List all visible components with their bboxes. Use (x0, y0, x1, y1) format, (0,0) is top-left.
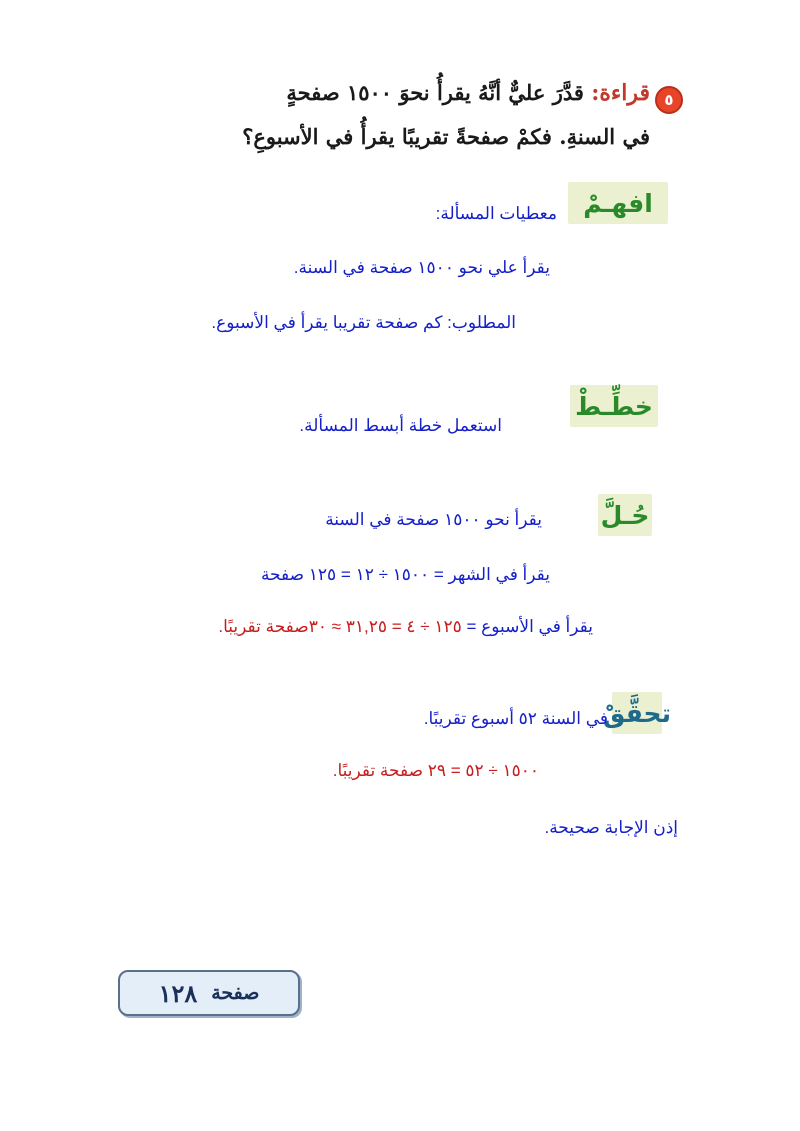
problem-label: قراءة: (591, 80, 650, 106)
solve-tag: حُـلَّ (598, 494, 652, 536)
page-number-box (118, 970, 300, 1016)
problem-text-1: قدَّرَ عليٌّ أنَّهُ يقرأُ نحوَ ١٥٠٠ صفحةٍ (286, 80, 584, 105)
page-word: صفحة (211, 982, 260, 1004)
solve-line-2: يقرأ في الشهر = ١٥٠٠ ÷ ١٢ = ١٢٥ صفحة (260, 565, 550, 584)
page-number: ١٢٨ (158, 978, 198, 1008)
given-text: يقرأ علي نحو ١٥٠٠ صفحة في السنة. (293, 258, 550, 277)
check-tag: تحقَّقْ (612, 692, 662, 734)
solve-line-3 (218, 617, 593, 637)
solve-line-3-result: ١٢٥ ÷ ٤ = ٣١,٢٥ ≈ ٣٠صفحة تقريبًا. (218, 617, 462, 636)
plan-text: استعمل خطة أبسط المسألة. (299, 416, 502, 435)
solve-line-3-prefix: يقرأ في الأسبوع = (461, 617, 593, 636)
solve-line-1: يقرأ نحو ١٥٠٠ صفحة في السنة (325, 510, 542, 529)
problem-number-badge: ٥ (655, 86, 683, 114)
required-text: المطلوب: كم صفحة تقريبا يقرأ في الأسبوع. (211, 313, 516, 332)
problem-line-2: في السنةِ. فكمْ صفحةً تقريبًا يقرأُ في الأسبوعِ؟ (242, 124, 650, 149)
check-line-2: ١٥٠٠ ÷ ٥٢ = ٢٩ صفحة تقريبًا. (332, 761, 539, 780)
understand-heading: معطيات المسألة: (435, 204, 557, 223)
plan-tag: خطِّـطْ (570, 385, 658, 427)
understand-tag: افهـمْ (568, 182, 668, 224)
check-line-3: إذن الإجابة صحيحة. (544, 818, 678, 837)
check-line-1: في السنة ٥٢ أسبوع تقريبًا. (423, 709, 608, 728)
problem-line-1 (286, 80, 650, 106)
